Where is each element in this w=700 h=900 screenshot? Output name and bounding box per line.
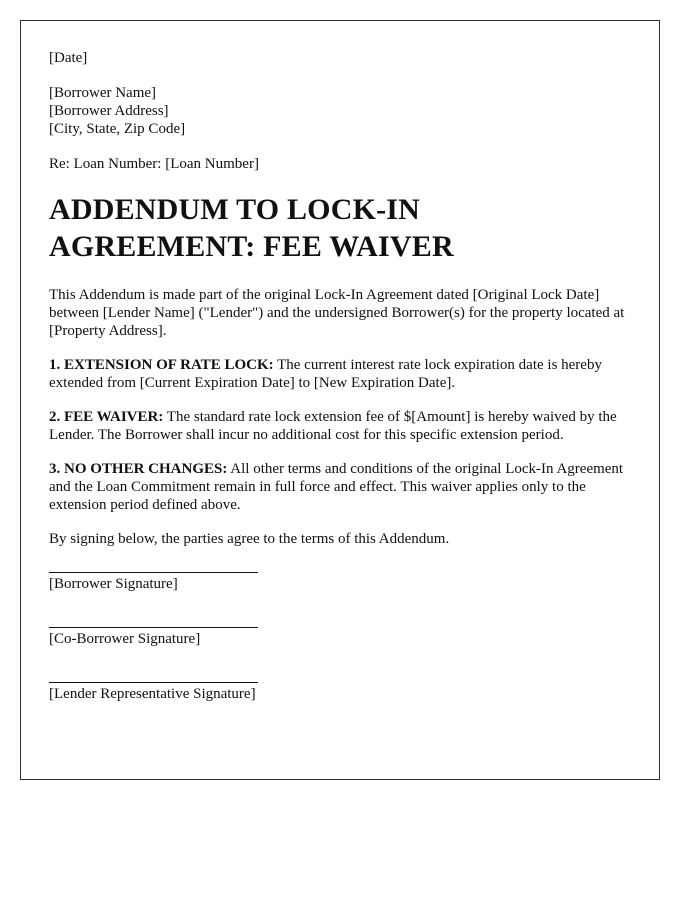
- borrower-name: [Borrower Name]: [49, 85, 157, 101]
- section-fee-waiver: [49, 408, 639, 444]
- title-line-1: ADDENDUM TO LOCK-IN: [49, 193, 421, 226]
- closing-paragraph: By signing below, the parties agree to the terms of this Addendum.: [49, 531, 450, 547]
- date-line: [Date]: [49, 50, 88, 66]
- city-state-zip: [City, State, Zip Code]: [49, 121, 186, 137]
- title-line-2: AGREEMENT: FEE WAIVER: [49, 230, 454, 263]
- section-heading: 2. FEE WAIVER:: [49, 409, 164, 425]
- borrower-address-block: [49, 84, 639, 138]
- document-page: [20, 20, 660, 780]
- co-borrower-signature-label: [Co-Borrower Signature]: [49, 631, 201, 647]
- section-text: All other terms and conditions of the original Lock-In Agreement and the Loan Commitment remain in full force and effect. This waiver applies only to the extension period defined above.: [49, 461, 624, 513]
- co-borrower-signature-block: [49, 627, 639, 648]
- document-content: [49, 49, 639, 703]
- lender-signature-block: [49, 682, 639, 703]
- section-extension: [49, 356, 639, 392]
- lender-signature-label: [Lender Representative Signature]: [49, 686, 256, 702]
- re-line: Re: Loan Number: [Loan Number]: [49, 156, 259, 172]
- intro-paragraph: This Addendum is made part of the original Lock-In Agreement dated [Original Lock Date] between [Lender Name] ("Lender") and the undersigned Borrower(s) for the property located at [Property Address].: [49, 287, 625, 339]
- signature-line: [49, 572, 258, 573]
- signature-line: [49, 627, 258, 628]
- borrower-signature-block: [49, 572, 639, 593]
- document-title: [49, 191, 639, 265]
- section-no-other-changes: [49, 460, 639, 514]
- signature-line: [49, 682, 258, 683]
- borrower-address: [Borrower Address]: [49, 103, 169, 119]
- section-heading: 1. EXTENSION OF RATE LOCK:: [49, 357, 274, 373]
- borrower-signature-label: [Borrower Signature]: [49, 576, 178, 592]
- section-text: The current interest rate lock expiration date is hereby extended from [Current Expiration Date] to [New Expiration Date].: [49, 357, 602, 391]
- section-heading: 3. NO OTHER CHANGES:: [49, 461, 228, 477]
- section-text: The standard rate lock extension fee of $[Amount] is hereby waived by the Lender. The Borrower shall incur no additional cost for this specific extension period.: [49, 409, 617, 443]
